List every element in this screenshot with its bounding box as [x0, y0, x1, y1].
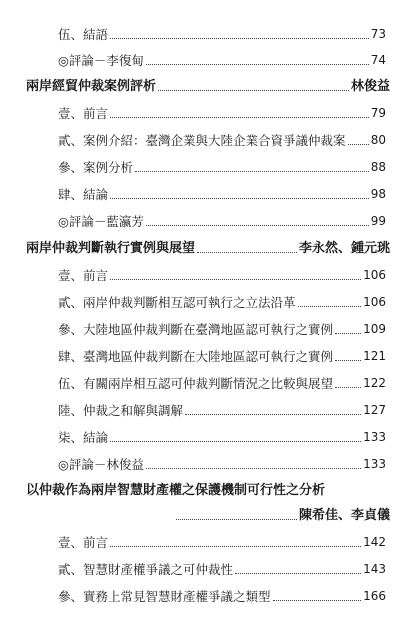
toc-entry[interactable]: [58, 261, 386, 283]
entry-title: 參、案例分析: [58, 160, 134, 175]
page-number: 73: [370, 27, 386, 41]
entry-title: 壹、前言: [58, 106, 109, 121]
entry-title: 伍、有關兩岸相互認可仲裁判斷情況之比較與展望: [58, 376, 334, 391]
dot-leader: [235, 573, 361, 574]
toc-entry[interactable]: [58, 99, 386, 121]
entry-title: ◎評論－李復甸: [58, 53, 144, 68]
toc-entry[interactable]: [58, 528, 386, 550]
page-number: 106: [363, 268, 386, 282]
dot-leader: [185, 414, 361, 415]
entry-title: 壹、前言: [58, 268, 109, 283]
dot-leader: [335, 360, 361, 361]
toc-entry[interactable]: [58, 342, 386, 364]
page-number: 122: [363, 376, 386, 390]
toc-entry[interactable]: [58, 582, 386, 604]
toc-entry[interactable]: [58, 450, 386, 472]
page-number: 142: [363, 535, 386, 549]
dot-leader: [273, 600, 362, 601]
toc-entry[interactable]: [58, 288, 386, 310]
toc-entry[interactable]: [58, 396, 386, 418]
chapter-author: 林俊益: [350, 79, 390, 94]
entry-title: 參、實務上常見智慧財產權爭議之類型: [58, 589, 271, 604]
toc-entry[interactable]: [58, 555, 386, 577]
toc-entry[interactable]: [58, 369, 386, 391]
entry-title: 貳、案例介紹：臺灣企業與大陸企業合資爭議仲裁案: [58, 133, 346, 148]
toc-entry[interactable]: [58, 180, 386, 202]
entry-title: ◎評論－藍瀛芳: [58, 214, 144, 229]
entry-title: 肆、結論: [58, 187, 109, 202]
entry-title: 貳、智慧財產權爭議之可仲裁性: [58, 562, 234, 577]
toc-chapter-authors: [26, 501, 390, 523]
page-number: 80: [370, 133, 386, 147]
dot-leader: [110, 117, 369, 118]
chapter-author: 陳希佳、李貞儀: [298, 508, 390, 523]
page-number: 166: [363, 589, 386, 603]
toc-entry[interactable]: [58, 126, 386, 148]
dot-leader: [348, 144, 369, 145]
dot-leader: [146, 64, 369, 65]
chapter-title: 以仲裁作為兩岸智慧財產權之保護機制可行性之分析: [26, 483, 326, 498]
entry-title: ◎評論－林俊益: [58, 457, 144, 472]
toc-entry[interactable]: [58, 46, 386, 68]
entry-title: 壹、前言: [58, 535, 109, 550]
dot-leader: [110, 546, 361, 547]
toc-chapter-heading[interactable]: [26, 476, 390, 498]
entry-title: 貳、兩岸仲裁判斷相互認可執行之立法沿革: [58, 295, 296, 310]
entry-title: 伍、結語: [58, 27, 109, 42]
toc-entry[interactable]: [58, 153, 386, 175]
toc-entry[interactable]: [58, 20, 386, 42]
entry-title: 柒、結論: [58, 430, 109, 445]
page-number: 133: [363, 430, 386, 444]
toc-chapter-heading[interactable]: [26, 234, 390, 256]
toc-entry[interactable]: [58, 315, 386, 337]
page-number: 143: [363, 562, 386, 576]
dot-leader: [298, 306, 362, 307]
dot-leader: [135, 171, 369, 172]
dot-leader: [110, 441, 361, 442]
page-number: 133: [363, 457, 386, 471]
dot-leader: [110, 279, 361, 280]
page-number: 121: [363, 349, 386, 363]
dot-leader: [146, 225, 369, 226]
dot-leader: [110, 198, 369, 199]
entry-title: 陸、仲裁之和解與調解: [58, 403, 184, 418]
dot-leader: [176, 519, 297, 520]
dot-leader: [335, 387, 361, 388]
toc-entry[interactable]: [58, 207, 386, 229]
chapter-title: 兩岸仲裁判斷執行實例與展望: [26, 241, 196, 256]
page-number: 127: [363, 403, 386, 417]
page-number: 98: [370, 187, 386, 201]
page-number: 106: [363, 295, 386, 309]
page-number: 99: [370, 214, 386, 228]
chapter-title: 兩岸經貿仲裁案例評析: [26, 79, 157, 94]
dot-leader: [146, 468, 361, 469]
dot-leader: [197, 252, 297, 253]
page-number: 88: [370, 160, 386, 174]
page-number: 74: [370, 53, 386, 67]
dot-leader: [335, 333, 361, 334]
page-number: 79: [370, 106, 386, 120]
page-number: 109: [363, 322, 386, 336]
entry-title: 肆、臺灣地區仲裁判斷在大陸地區認可執行之實例: [58, 349, 334, 364]
chapter-author: 李永然、鍾元珧: [298, 241, 390, 256]
toc-chapter-heading[interactable]: [26, 72, 390, 94]
dot-leader: [110, 38, 369, 39]
toc-entry[interactable]: [58, 423, 386, 445]
entry-title: 參、大陸地區仲裁判斷在臺灣地區認可執行之實例: [58, 322, 334, 337]
dot-leader: [158, 90, 349, 91]
